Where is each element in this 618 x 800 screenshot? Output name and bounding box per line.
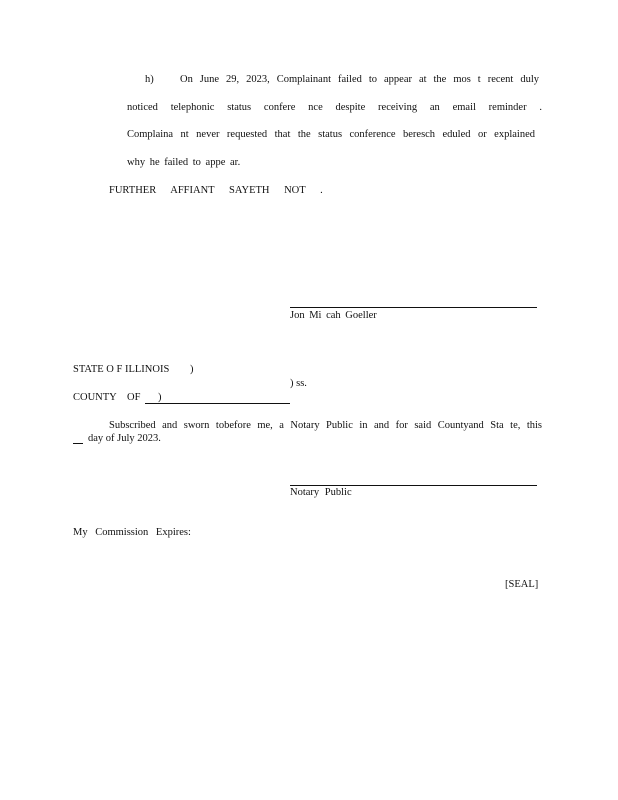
venue-ss: ) ss. — [290, 378, 307, 389]
jurat-line-1: Subscribed and sworn tobefore me, a Notary Public in and for said Countyand Sta te, this — [109, 420, 542, 431]
jurat-line-2: day of July 2023. — [88, 433, 161, 444]
paragraph-marker: h) — [145, 74, 154, 85]
notary-signature-line — [290, 485, 537, 486]
day-blank-line — [73, 443, 83, 444]
notary-public-label: Notary Public — [290, 487, 352, 498]
venue-state: STATE O F ILLINOIS — [73, 364, 170, 375]
venue-county-paren: ) — [158, 392, 162, 403]
commission-expires-label: My Commission Expires: — [73, 527, 191, 538]
signature-line — [290, 307, 537, 308]
paragraph-h-line-1: On June 29, 2023, Complainant failed to appear at the mos t recent duly — [180, 74, 539, 85]
signer-name: Jon Mi cah Goeller — [290, 310, 377, 321]
paragraph-h-line-3: Complaina nt never requested that the status conference beresch eduled or explained — [127, 129, 535, 140]
seal-placeholder: [SEAL] — [505, 579, 539, 590]
further-affiant-text: FURTHER AFFIANT SAYETH NOT . — [109, 185, 323, 196]
paragraph-h-line-4: why he failed to appe ar. — [127, 157, 241, 168]
venue-state-paren: ) — [190, 364, 194, 375]
venue-county: COUNTY OF — [73, 392, 141, 403]
county-blank-line — [145, 403, 290, 404]
paragraph-h-line-2: noticed telephonic status confere nce despite receiving an email reminder . — [127, 102, 542, 113]
